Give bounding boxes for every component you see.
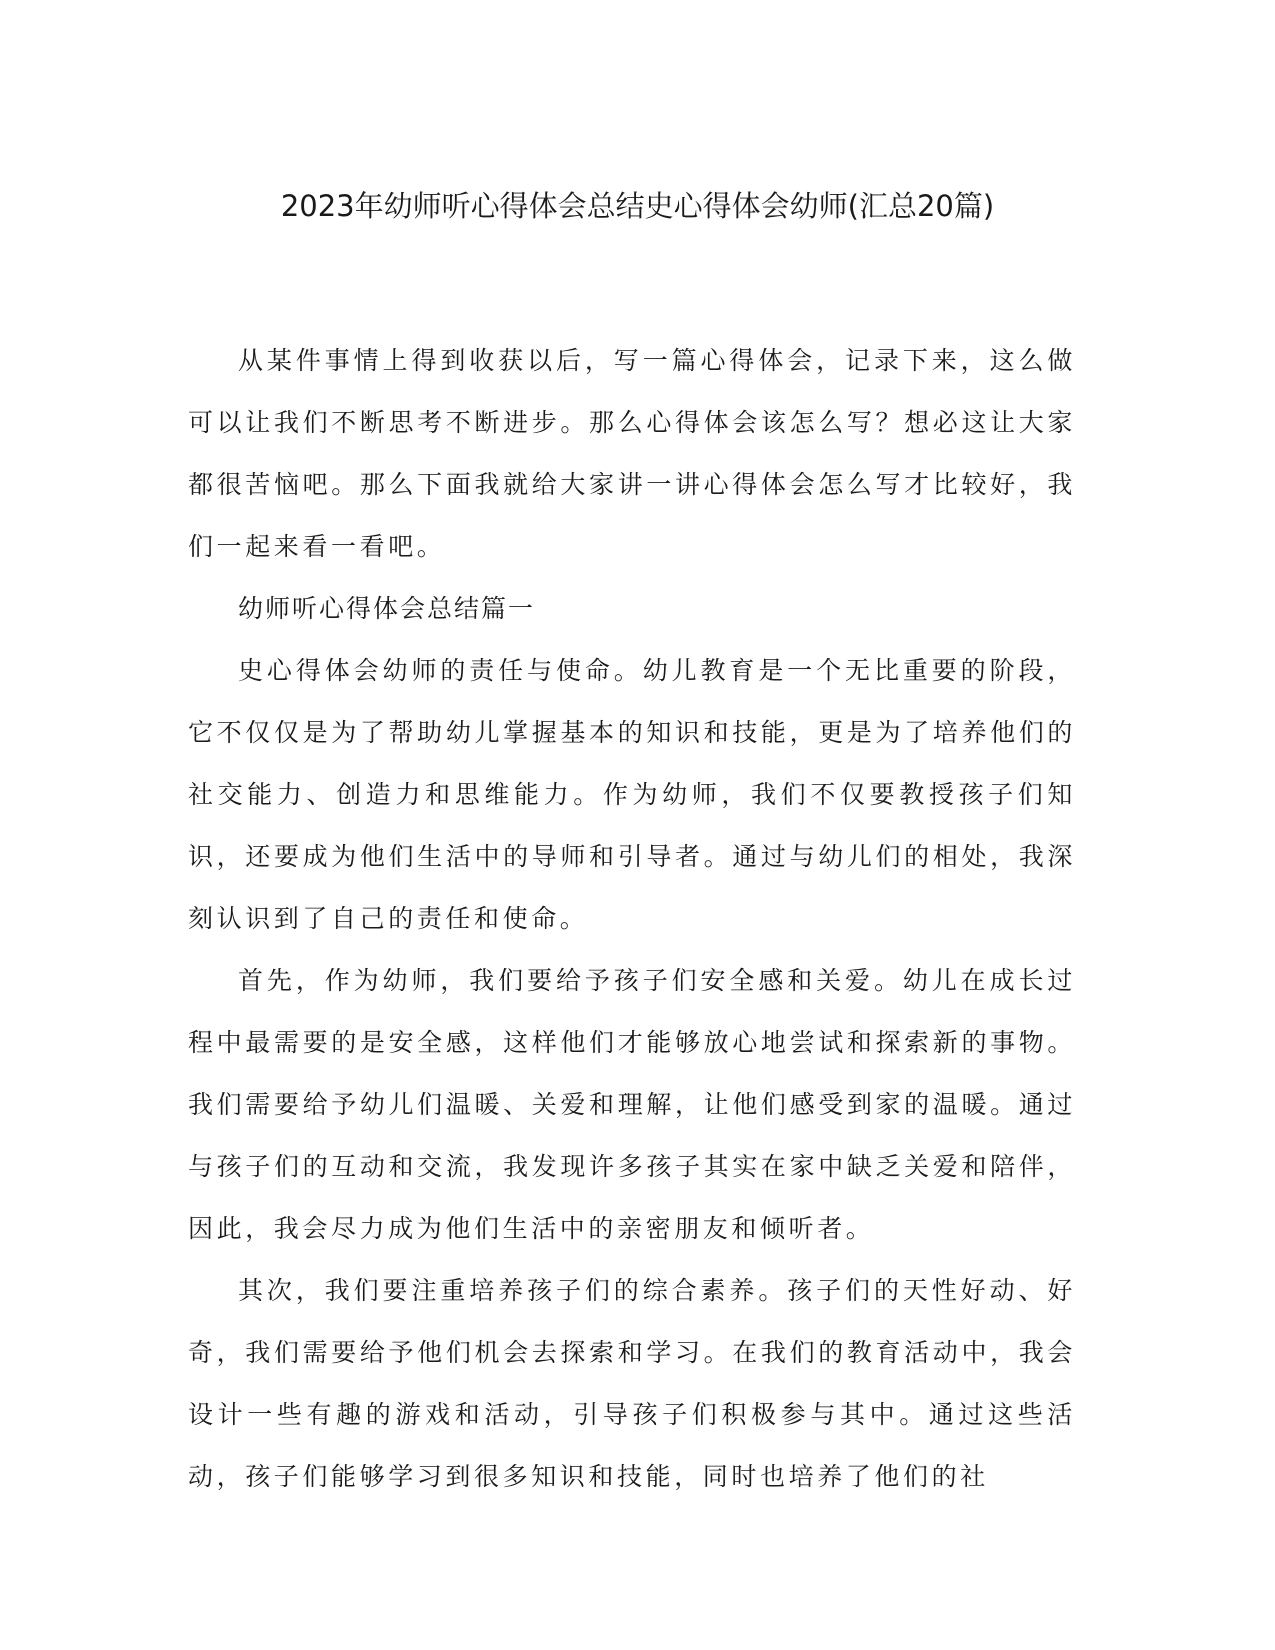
section-heading: 幼师听心得体会总结篇一 xyxy=(238,594,536,623)
document-title: 2023年幼师听心得体会总结史心得体会幼师(汇总20篇) xyxy=(280,189,995,223)
body-paragraph: 其次，我们要注重培养孩子们的综合素养。孩子们的天性好动、好奇，我们需要给予他们机会去探索和学习。在我们的教育活动中，我会设计一些有趣的游戏和活动，引导孩子们积极参与其中。通过这些活动，孩子们能够学习到很多知识和技能，同时也培养了他们的社 xyxy=(188,1276,1076,1491)
document-body xyxy=(188,330,1076,1508)
body-paragraph: 首先，作为幼师，我们要给予孩子们安全感和关爱。幼儿在成长过程中最需要的是安全感，这样他们才能够放心地尝试和探索新的事物。我们需要给予幼儿们温暖、关爱和理解，让他们感受到家的温暖。通过与孩子们的互动和交流，我发现许多孩子其实在家中缺乏关爱和陪伴，因此，我会尽力成为他们生活中的亲密朋友和倾听者。 xyxy=(188,966,1076,1243)
body-paragraph: 史心得体会幼师的责任与使命。幼儿教育是一个无比重要的阶段，它不仅仅是为了帮助幼儿掌握基本的知识和技能，更是为了培养他们的社交能力、创造力和思维能力。作为幼师，我们不仅要教授孩子们知识，还要成为他们生活中的导师和引导者。通过与幼儿们的相处，我深刻认识到了自己的责任和使命。 xyxy=(188,656,1076,933)
intro-paragraph: 从某件事情上得到收获以后，写一篇心得体会，记录下来，这么做可以让我们不断思考不断进步。那么心得体会该怎么写？想必这让大家都很苦恼吧。那么下面我就给大家讲一讲心得体会怎么写才比较好，我们一起来看一看吧。 xyxy=(188,346,1076,561)
